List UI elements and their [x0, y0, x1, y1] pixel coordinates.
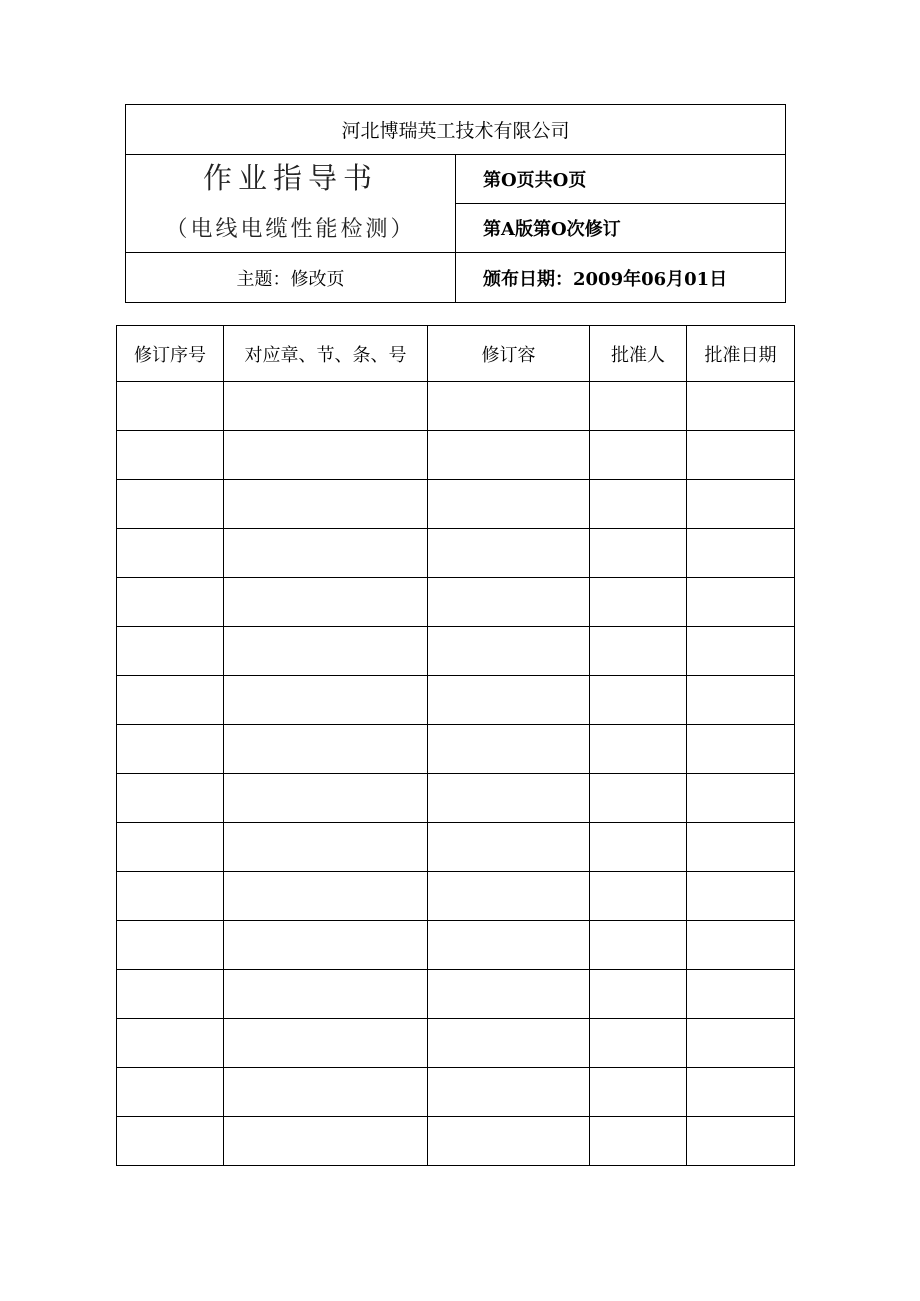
- table-row: [117, 970, 795, 1019]
- table-cell: [224, 872, 428, 921]
- table-cell: [687, 382, 795, 431]
- version-info: 第A版第O次修订: [456, 204, 786, 253]
- table-cell: [117, 676, 224, 725]
- table-cell: [117, 823, 224, 872]
- table-cell: [687, 480, 795, 529]
- table-cell: [224, 480, 428, 529]
- table-cell: [428, 382, 590, 431]
- table-row: [117, 1019, 795, 1068]
- table-cell: [224, 970, 428, 1019]
- table-cell: [117, 480, 224, 529]
- document-title-cell: [126, 155, 456, 253]
- table-cell: [224, 529, 428, 578]
- table-cell: [687, 1019, 795, 1068]
- table-cell: [224, 823, 428, 872]
- table-cell: [224, 725, 428, 774]
- table-cell: [687, 774, 795, 823]
- table-cell: [590, 774, 687, 823]
- table-cell: [224, 578, 428, 627]
- table-cell: [687, 1117, 795, 1166]
- table-header-row: [117, 326, 795, 382]
- table-cell: [428, 578, 590, 627]
- table-cell: [687, 578, 795, 627]
- table-cell: [428, 676, 590, 725]
- table-cell: [590, 823, 687, 872]
- table-cell: [590, 627, 687, 676]
- table-cell: [117, 382, 224, 431]
- table-cell: [117, 921, 224, 970]
- table-row: [117, 725, 795, 774]
- revision-table-body: [117, 382, 795, 1166]
- column-header-approver: 批准人: [590, 326, 687, 382]
- table-cell: [224, 1117, 428, 1166]
- document-subtitle: （电线电缆性能检测）: [165, 216, 416, 242]
- table-cell: [428, 1117, 590, 1166]
- topic-label: 主题：修改页: [126, 253, 456, 303]
- column-header-section: 对应章、节、条、号: [224, 326, 428, 382]
- table-cell: [117, 1019, 224, 1068]
- table-row: [117, 823, 795, 872]
- table-cell: [687, 921, 795, 970]
- table-cell: [117, 529, 224, 578]
- table-cell: [687, 872, 795, 921]
- table-cell: [428, 872, 590, 921]
- table-cell: [428, 431, 590, 480]
- table-row: [117, 578, 795, 627]
- company-name: 河北博瑞英工技术有限公司: [126, 105, 786, 155]
- table-cell: [687, 676, 795, 725]
- table-cell: [590, 872, 687, 921]
- table-row: [117, 1068, 795, 1117]
- table-cell: [428, 1068, 590, 1117]
- table-row: [117, 627, 795, 676]
- table-cell: [428, 921, 590, 970]
- table-cell: [117, 725, 224, 774]
- table-row: [117, 676, 795, 725]
- table-cell: [590, 725, 687, 774]
- table-row: [117, 1117, 795, 1166]
- table-cell: [590, 529, 687, 578]
- table-row: [117, 872, 795, 921]
- table-cell: [117, 774, 224, 823]
- table-cell: [428, 823, 590, 872]
- table-cell: [687, 725, 795, 774]
- table-cell: [687, 1068, 795, 1117]
- table-row: [117, 480, 795, 529]
- table-cell: [590, 382, 687, 431]
- table-cell: [590, 1117, 687, 1166]
- table-row: [117, 774, 795, 823]
- table-cell: [224, 676, 428, 725]
- table-cell: [117, 578, 224, 627]
- table-cell: [224, 382, 428, 431]
- table-cell: [117, 1117, 224, 1166]
- table-cell: [590, 578, 687, 627]
- page-info: 第O页共O页: [456, 155, 786, 204]
- table-cell: [117, 872, 224, 921]
- document-header-table: [125, 104, 786, 303]
- table-cell: [428, 529, 590, 578]
- column-header-revision-content: 修订容: [428, 326, 590, 382]
- table-cell: [224, 1068, 428, 1117]
- table-cell: [428, 774, 590, 823]
- table-cell: [224, 627, 428, 676]
- table-cell: [687, 627, 795, 676]
- table-cell: [117, 627, 224, 676]
- table-cell: [224, 1019, 428, 1068]
- table-cell: [590, 1068, 687, 1117]
- table-row: [117, 431, 795, 480]
- table-cell: [117, 970, 224, 1019]
- table-row: [117, 529, 795, 578]
- column-header-approval-date: 批准日期: [687, 326, 795, 382]
- table-cell: [590, 480, 687, 529]
- table-cell: [428, 970, 590, 1019]
- table-cell: [224, 774, 428, 823]
- table-cell: [590, 431, 687, 480]
- table-cell: [428, 480, 590, 529]
- table-cell: [687, 823, 795, 872]
- table-cell: [428, 627, 590, 676]
- table-cell: [687, 431, 795, 480]
- table-cell: [224, 921, 428, 970]
- table-cell: [117, 431, 224, 480]
- table-cell: [590, 970, 687, 1019]
- table-row: [117, 921, 795, 970]
- table-cell: [687, 529, 795, 578]
- table-cell: [224, 431, 428, 480]
- table-cell: [590, 921, 687, 970]
- table-cell: [590, 1019, 687, 1068]
- column-header-revision-no: 修订序号: [117, 326, 224, 382]
- revision-record-table: [116, 325, 795, 1166]
- document-title: 作业指导书: [202, 160, 378, 195]
- table-cell: [687, 970, 795, 1019]
- table-cell: [117, 1068, 224, 1117]
- table-cell: [428, 725, 590, 774]
- table-row: [117, 382, 795, 431]
- table-cell: [590, 676, 687, 725]
- issue-date: 颁布日期：2009年06月01日: [456, 253, 786, 303]
- table-cell: [428, 1019, 590, 1068]
